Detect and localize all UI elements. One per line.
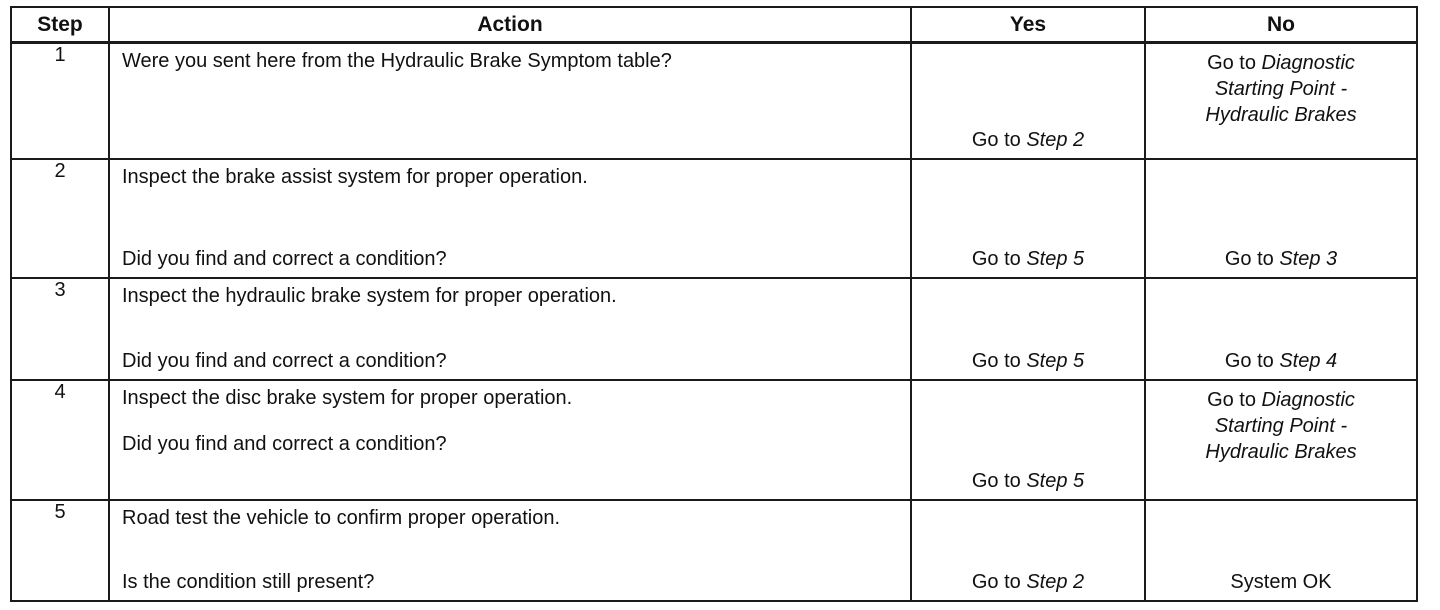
yes-step-reference: Step 2 — [1026, 128, 1085, 151]
no-result: System OK — [1230, 571, 1332, 593]
action-text: Road test the vehicle to confirm proper operation. — [122, 506, 561, 529]
no-result: Go to Diagnostic Starting Point - Hydraulic Brakes — [1146, 50, 1416, 128]
no-result: Go to Diagnostic Starting Point - Hydraulic Brakes — [1146, 387, 1416, 465]
step-number: 4 — [11, 380, 109, 500]
yes-step-reference: Step 2 — [1026, 571, 1085, 593]
diagnostic-table-frame — [10, 6, 1416, 602]
table-row — [11, 500, 1417, 601]
header-action: Action — [109, 7, 911, 43]
action-question: Did you find and correct a condition? — [122, 432, 447, 455]
table-row — [11, 380, 1417, 500]
no-cell — [1145, 159, 1417, 278]
yes-cell — [911, 380, 1145, 500]
no-reference-line: Hydraulic Brakes — [1205, 104, 1357, 126]
diagnostic-table — [10, 6, 1418, 602]
no-reference-line: Starting Point - — [1214, 414, 1348, 437]
action-cell — [109, 43, 911, 159]
table-row — [11, 278, 1417, 380]
yes-result: Go to Step 2 — [971, 571, 1085, 593]
step-number: 5 — [11, 500, 109, 601]
yes-step-reference: Step 5 — [1026, 247, 1085, 270]
yes-cell — [911, 500, 1145, 601]
yes-result: Go to Step 5 — [971, 349, 1085, 372]
no-cell — [1145, 43, 1417, 159]
yes-step-reference: Step 5 — [1026, 349, 1085, 372]
action-question: Did you find and correct a condition? — [122, 247, 447, 270]
header-step: Step — [11, 7, 109, 43]
no-result: Go to Step 4 — [1224, 349, 1338, 372]
no-reference-line: Hydraulic Brakes — [1205, 440, 1357, 463]
no-result: Go to Step 3 — [1224, 247, 1338, 270]
yes-cell — [911, 43, 1145, 159]
action-question: Is the condition still present? — [122, 571, 375, 593]
action-text: Inspect the brake assist system for proper operation. — [122, 165, 588, 188]
action-cell — [109, 159, 911, 278]
action-cell — [109, 278, 911, 380]
yes-result: Go to Step 5 — [971, 247, 1085, 270]
no-cell — [1145, 278, 1417, 380]
table-row — [11, 43, 1417, 159]
action-text: Were you sent here from the Hydraulic Brake Symptom table? — [122, 50, 672, 72]
header-yes: Yes — [911, 7, 1145, 43]
no-step-reference: Step 3 — [1279, 247, 1338, 270]
no-reference-line: Starting Point - — [1214, 78, 1348, 100]
no-step-reference: Step 4 — [1279, 349, 1338, 372]
action-text: Inspect the disc brake system for proper operation. — [122, 386, 573, 409]
step-number: 3 — [11, 278, 109, 380]
step-number: 1 — [11, 43, 109, 159]
table-row — [11, 159, 1417, 278]
action-cell — [109, 500, 911, 601]
action-cell — [109, 380, 911, 500]
step-number: 2 — [11, 159, 109, 278]
no-cell — [1145, 500, 1417, 601]
no-reference-line: Diagnostic — [1261, 52, 1355, 74]
action-question: Did you find and correct a condition? — [122, 349, 447, 372]
yes-result: Go to Step 2 — [971, 128, 1085, 151]
yes-step-reference: Step 5 — [1026, 469, 1085, 492]
yes-cell — [911, 278, 1145, 380]
header-row — [11, 7, 1417, 43]
yes-cell — [911, 159, 1145, 278]
header-no: No — [1145, 7, 1417, 43]
no-reference-line: Diagnostic — [1261, 388, 1355, 411]
yes-result: Go to Step 5 — [971, 469, 1085, 492]
action-text: Inspect the hydraulic brake system for proper operation. — [122, 284, 617, 307]
no-cell — [1145, 380, 1417, 500]
